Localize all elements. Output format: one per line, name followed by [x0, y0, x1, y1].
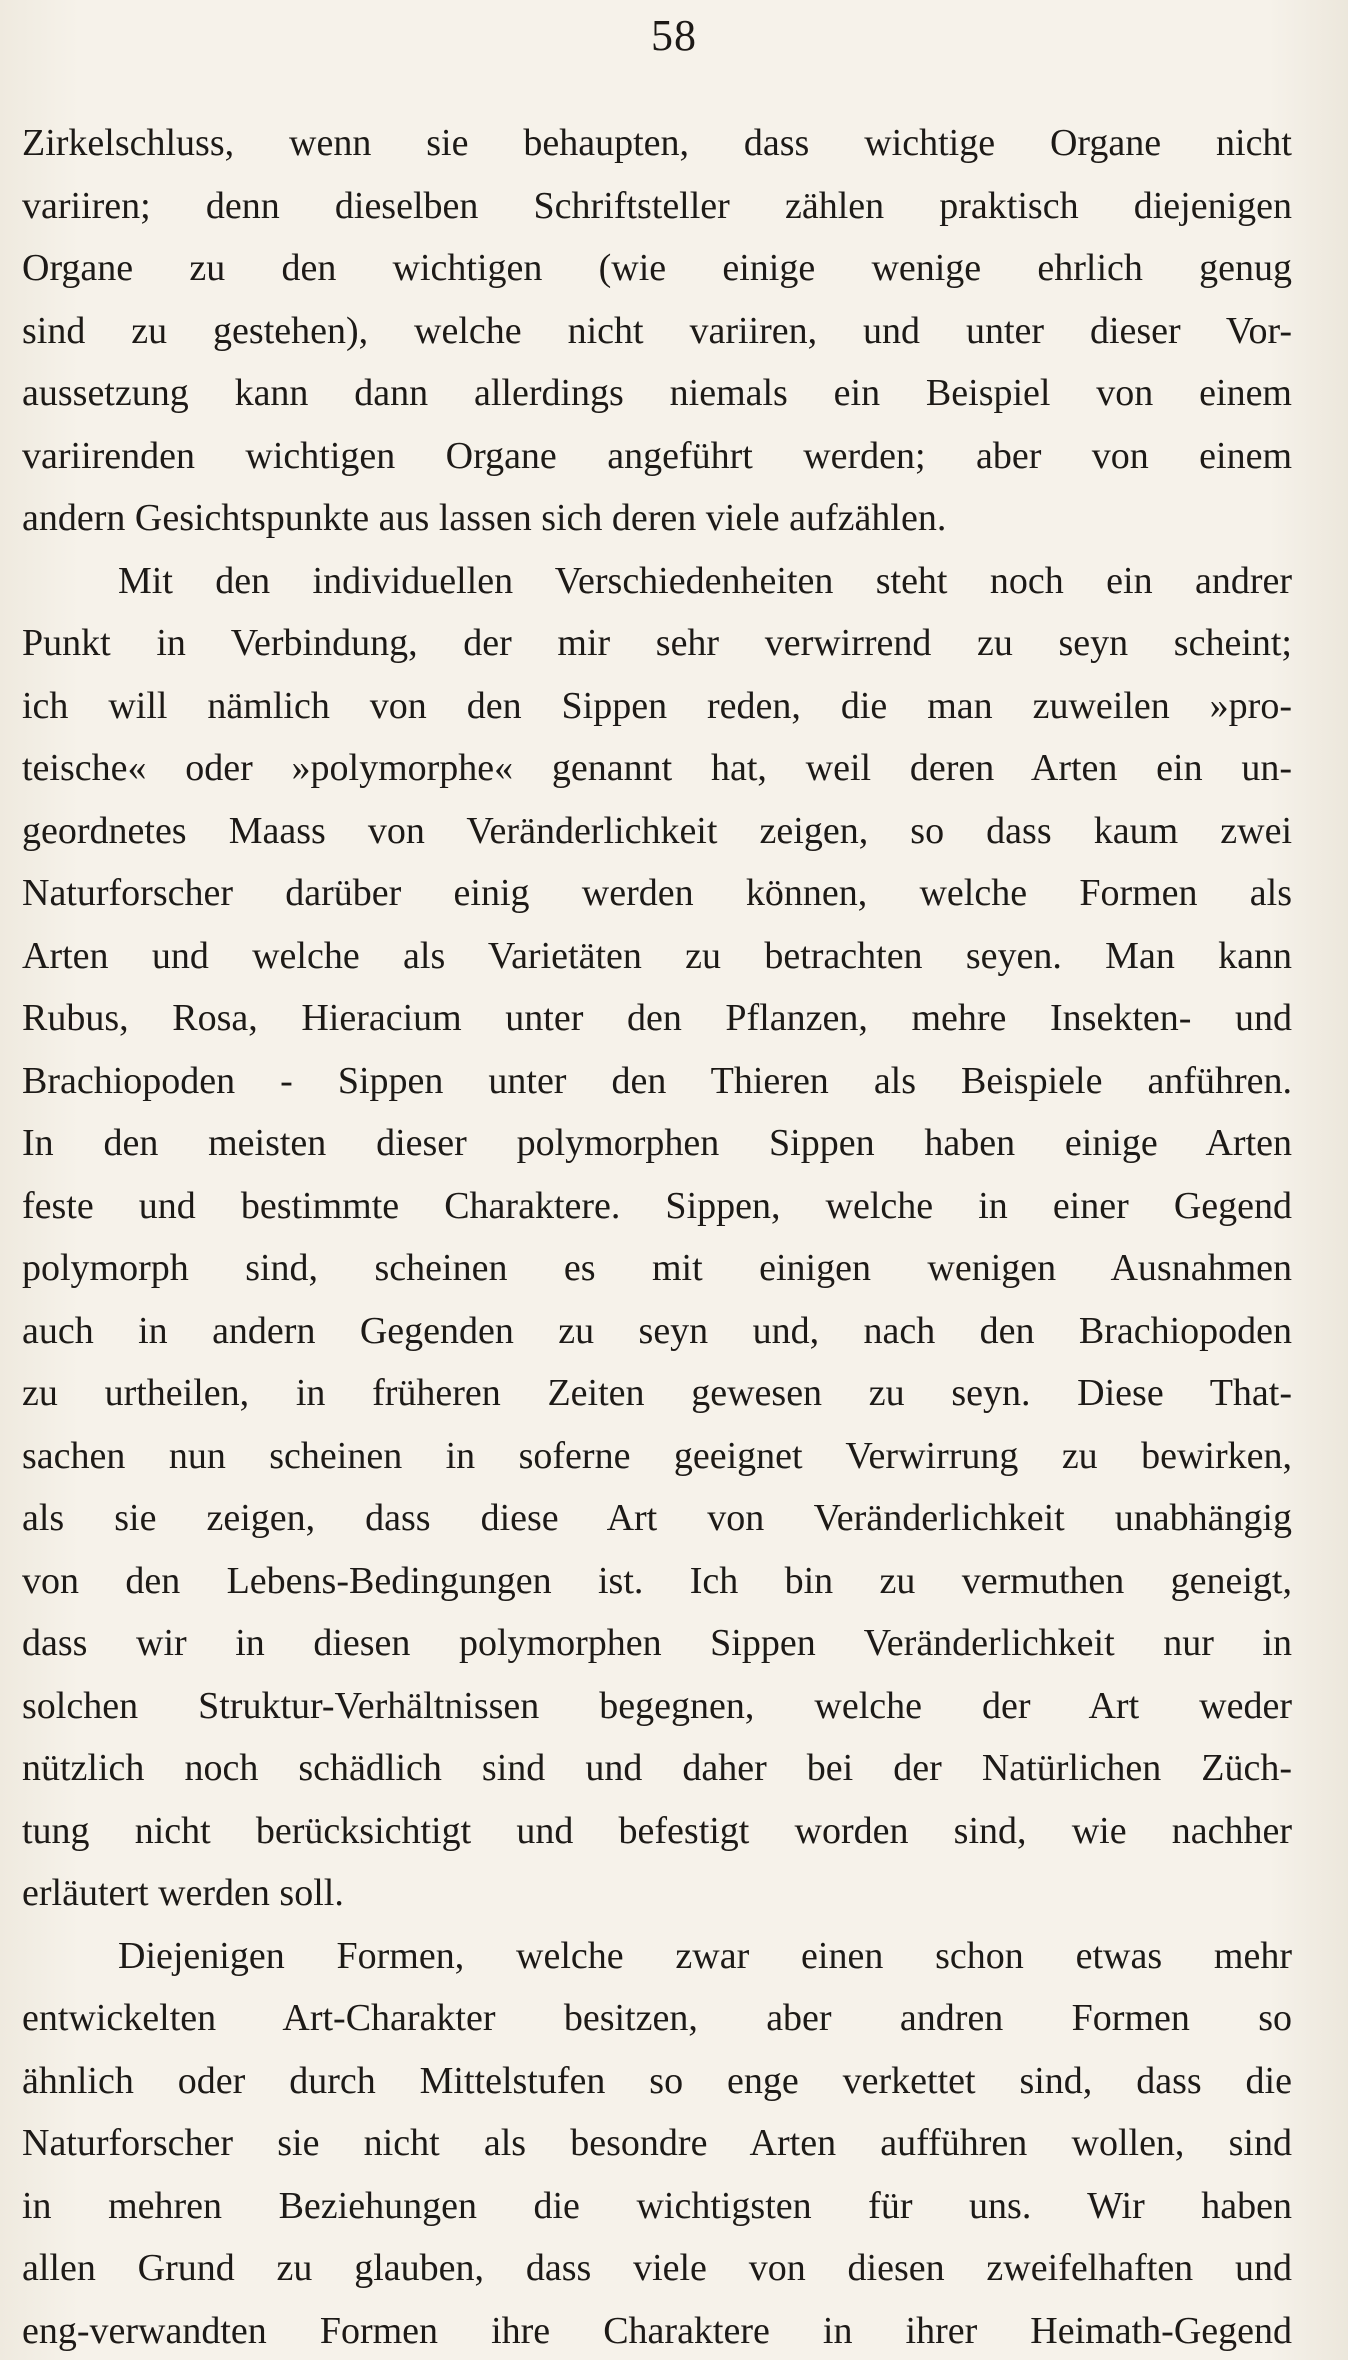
page-number: 58 [651, 11, 697, 60]
text-line: Rubus, Rosa, Hieracium unter den Pflanzen, mehre Insekten- und [22, 997, 1292, 1039]
text-line: auch in andern Gegenden zu seyn und, nach den Brachiopoden [22, 1309, 1292, 1352]
text-line: Organe zu den wichtigen (wie einige wenige ehrlich genug [22, 247, 1292, 289]
text-line: Zirkelschluss, wenn sie behaupten, dass wichtige Organe nicht [22, 122, 1292, 164]
paragraph-start-line: Mit den individuellen Verschiedenheiten steht noch ein andrer [118, 559, 1292, 602]
text-line: allen Grund zu glauben, dass viele von diesen zweifelhaften und [22, 2247, 1292, 2289]
text-line: zu urtheilen, in früheren Zeiten gewesen zu seyn. Diese That- [22, 1372, 1292, 1414]
text-line: geordnetes Maass von Veränderlichkeit zeigen, so dass kaum zwei [22, 809, 1292, 852]
text-line: eng-verwandten Formen ihre Charaktere in ihrer Heimath-Gegend [22, 2309, 1292, 2352]
text-line: erläutert werden soll. [22, 1872, 344, 1914]
text-line: nützlich noch schädlich sind und daher bei der Natürlichen Züch- [22, 1747, 1292, 1789]
text-line: solchen Struktur-Verhältnissen begegnen, welche der Art weder [22, 1684, 1292, 1727]
text-line: polymorph sind, scheinen es mit einigen wenigen Ausnahmen [22, 1247, 1292, 1289]
text-line: ich will nämlich von den Sippen reden, die man zuweilen »pro- [22, 684, 1292, 727]
text-line: Naturforscher darüber einig werden können, welche Formen als [22, 872, 1292, 914]
text-line: teische« oder »polymorphe« genannt hat, weil deren Arten ein un- [22, 747, 1292, 789]
text-line: entwickelten Art-Charakter besitzen, aber andren Formen so [22, 1997, 1292, 2039]
body-text [22, 112, 1292, 2360]
text-line: feste und bestimmte Charaktere. Sippen, welche in einer Gegend [22, 1184, 1292, 1227]
text-line: ähnlich oder durch Mittelstufen so enge verkettet sind, dass die [22, 2059, 1292, 2102]
text-line: dass wir in diesen polymorphen Sippen Veränderlichkeit nur in [22, 1622, 1292, 1664]
text-line: tung nicht berücksichtigt und befestigt worden sind, wie nachher [22, 1809, 1292, 1852]
text-line: aussetzung kann dann allerdings niemals ein Beispiel von einem [22, 372, 1292, 414]
text-line: variiren; denn dieselben Schriftsteller zählen praktisch diejenigen [22, 184, 1292, 227]
text-line: sind zu gestehen), welche nicht variiren, und unter dieser Vor- [22, 309, 1292, 352]
text-line: als sie zeigen, dass diese Art von Veränderlichkeit unabhängig [22, 1497, 1292, 1539]
text-line: andern Gesichtspunkte aus lassen sich deren viele aufzählen. [22, 497, 947, 539]
text-line: Naturforscher sie nicht als besondre Arten aufführen wollen, sind [22, 2122, 1292, 2164]
text-line: sachen nun scheinen in soferne geeignet Verwirrung zu bewirken, [22, 1434, 1292, 1477]
text-line: von den Lebens-Bedingungen ist. Ich bin zu vermuthen geneigt, [22, 1559, 1292, 1602]
text-line: variirenden wichtigen Organe angeführt werden; aber von einem [22, 434, 1292, 477]
text-line: Brachiopoden - Sippen unter den Thieren als Beispiele anführen. [22, 1059, 1292, 1102]
text-line: Arten und welche als Varietäten zu betrachten seyen. Man kann [22, 934, 1292, 977]
text-line: Punkt in Verbindung, der mir sehr verwirrend zu seyn scheint; [22, 622, 1292, 664]
paragraph-start-line: Diejenigen Formen, welche zwar einen schon etwas mehr [118, 1934, 1292, 1977]
text-line: In den meisten dieser polymorphen Sippen haben einige Arten [22, 1122, 1292, 1164]
text-line: in mehren Beziehungen die wichtigsten für uns. Wir haben [22, 2184, 1292, 2227]
